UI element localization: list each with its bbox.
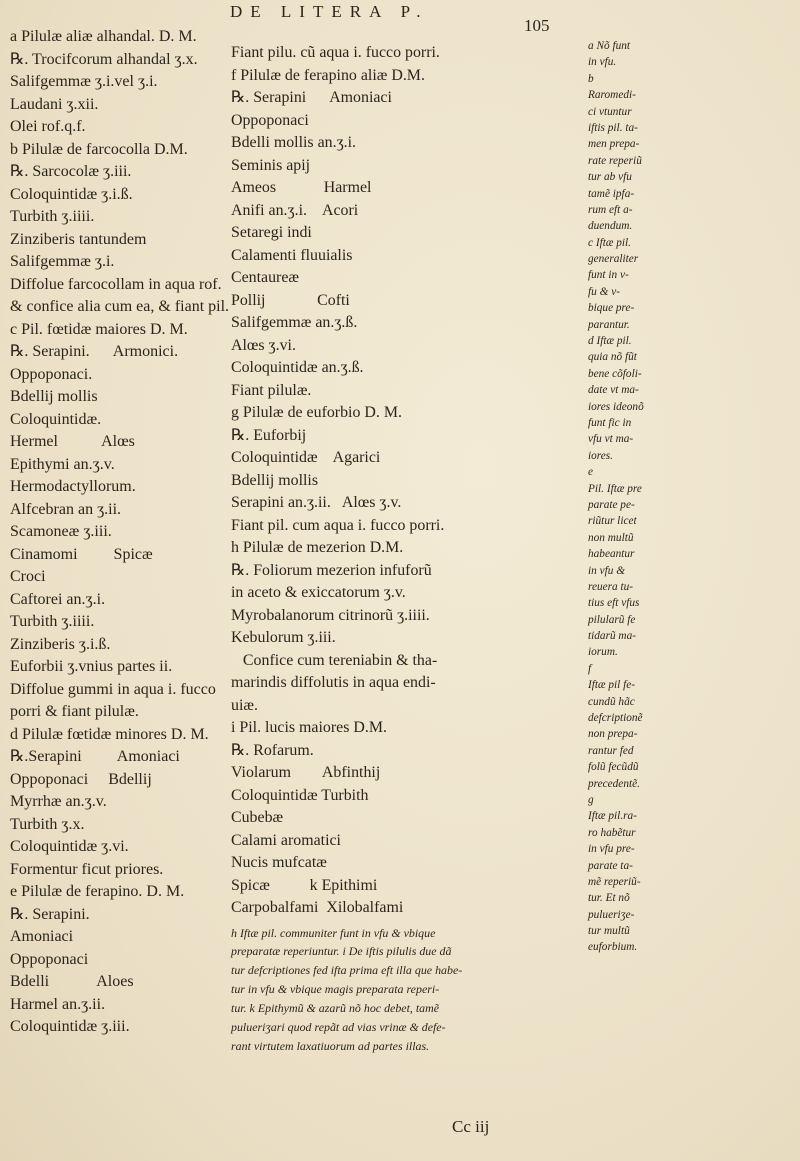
marginal-note-line: a Nõ funt: [588, 40, 631, 52]
text-line: Pollij Cofti: [231, 291, 350, 309]
footnote-line: tur. k Epithymũ & azarũ nõ hoc debet, tamẽ: [231, 1001, 440, 1016]
text-line: Oppoponaci: [10, 950, 89, 968]
marginal-note-line: funt in v-: [588, 269, 629, 282]
marginal-note-line: men prepa-: [588, 138, 640, 151]
text-line: Coloquintidæ Turbith: [231, 786, 369, 804]
text-line: i Pil. lucis maiores D.M.: [231, 719, 387, 736]
marginal-note-line: iftis pil. ta-: [588, 121, 638, 134]
marginal-note-line: tius eft vfus: [588, 597, 640, 610]
marginal-note-line: fu & v-: [588, 285, 620, 298]
middle-column: [231, 42, 585, 1056]
text-line: Calamenti fluuialis: [231, 246, 353, 264]
text-line: Ameos Harmel: [231, 179, 372, 196]
text-line: h Pilulæ de mezerion D.M.: [231, 539, 404, 556]
marginal-note-line: in vfu.: [588, 56, 617, 69]
marginal-note-line: euforbium.: [588, 941, 638, 954]
text-line: a Pilulæ aliæ alhandal. D. M.: [10, 28, 197, 45]
marginal-note-line: bique pre-: [588, 302, 635, 315]
marginal-note-line: in vfu pre-: [588, 843, 635, 856]
marginal-note-line: tur. Et nõ: [588, 892, 630, 905]
text-line: Bdellij mollis: [231, 471, 319, 489]
text-line: Formentur ficut priores.: [10, 860, 164, 878]
marginal-note-line: b: [588, 72, 594, 85]
marginal-note-line: date vt ma-: [588, 384, 639, 397]
text-line: ℞. Serapini. Armonici.: [10, 343, 179, 360]
text-line: c Pil. fœtidæ maiores D. M.: [10, 320, 188, 338]
marginal-note-line: parate pe-: [588, 498, 635, 511]
text-line: Zinziberis tantundem: [10, 230, 147, 248]
text-line: Bdelli mollis an.ʒ.i.: [231, 134, 357, 151]
text-line: Cubebæ: [231, 809, 284, 826]
text-line: Harmel an.ʒ.ii.: [10, 995, 106, 1013]
text-line: & confice alia cum ea, & fiant pil.: [10, 298, 230, 315]
text-line: ℞. Trocifcorum alhandal ʒ.x.: [10, 50, 198, 68]
text-line: Fiant pil. cum aqua i. fucco porri.: [231, 516, 445, 534]
text-line: Coloquintidæ an.ʒ.ß.: [231, 359, 364, 376]
marginal-note-line: rate reperiũ: [588, 154, 642, 167]
text-line: Amoniaci: [10, 928, 74, 945]
text-line: Myrobalanorum citrinorũ ʒ.iiii.: [231, 606, 430, 624]
text-line: Hermodactyllorum.: [10, 478, 136, 495]
text-line: Cinamomi Spicæ: [10, 545, 153, 563]
text-line: Salifgemmæ ʒ.i.: [10, 253, 115, 270]
text-line: Euforbii ʒ.vnius partes ii.: [10, 658, 173, 675]
marginal-note-line: folũ fecũdũ: [588, 761, 639, 774]
marginal-note-line: in vfu &: [588, 564, 626, 577]
text-line: Olei rof.q.f.: [10, 118, 86, 135]
text-line: ℞. Serapini.: [10, 905, 90, 923]
marginal-note-line: parantur.: [588, 318, 630, 331]
signature-mark: Cc iij: [452, 1117, 490, 1136]
text-line: d Pilulæ fœtidæ minores D. M.: [10, 725, 209, 743]
text-line: Confice cum tereniabin & tha-: [231, 651, 438, 669]
text-line: Salifgemmæ ʒ.i.vel ʒ.i.: [10, 73, 158, 90]
text-line: Bdellij mollis: [10, 388, 98, 405]
marginal-note-line: funt fic in: [588, 416, 632, 429]
text-line: Turbith ʒ.x.: [10, 815, 85, 833]
text-line: ℞.Serapini Amoniaci: [10, 748, 180, 765]
text-line: Caftorei an.ʒ.i.: [10, 590, 106, 608]
text-line: Diffolue farcocollam in aqua rof.: [10, 275, 222, 293]
footnote-line: tur in vfu & vbique magis preparata reperi-: [231, 982, 440, 997]
marginal-note-line: pulueriʒe-: [588, 908, 635, 921]
text-line: Coloquintidæ ʒ.vi.: [10, 838, 129, 855]
text-line: Diffolue gummi in aqua i. fucco: [10, 680, 216, 698]
text-line: Fiant pilulæ.: [231, 381, 312, 399]
text-line: ℞. Rofarum.: [231, 741, 314, 759]
marginal-notes-column: [588, 38, 698, 956]
text-line: Oppoponaci: [231, 111, 309, 129]
marginal-note-line: rum eft a-: [588, 203, 633, 216]
text-line: Zinziberis ʒ.i.ß.: [10, 635, 111, 653]
text-line: Croci: [10, 568, 46, 585]
text-line: Scamoneæ ʒ.iii.: [10, 523, 112, 540]
marginal-note-line: defcriptionẽ: [588, 712, 643, 725]
text-line: Laudani ʒ.xii.: [10, 95, 99, 113]
text-line: Violarum Abfinthij: [231, 764, 381, 781]
marginal-note-line: c Iftæ pil.: [588, 236, 631, 249]
text-line: Epithymi an.ʒ.v.: [10, 455, 115, 473]
text-line: Hermel Alœs: [10, 433, 135, 450]
marginal-note-line: quia nõ fũt: [588, 351, 637, 364]
marginal-note-line: rantur fed: [588, 744, 634, 757]
text-line: Coloquintidæ Agarici: [231, 449, 381, 466]
marginal-note-line: d Iftæ pil.: [588, 335, 632, 348]
running-head: DE LITERA P.: [230, 2, 429, 21]
text-line: Bdelli Aloes: [10, 973, 134, 990]
text-line: in aceto & exiccatorum ʒ.v.: [231, 584, 406, 601]
text-line: ℞. Sarcocolæ ʒ.iii.: [10, 163, 132, 180]
marginal-note-line: g: [588, 793, 594, 806]
marginal-note-line: riũtur licet: [588, 515, 637, 528]
marginal-note-line: Iftæ pil.ra-: [588, 810, 637, 823]
text-line: Oppoponaci Bdellij: [10, 770, 152, 788]
text-line: Alfcebran an ʒ.ii.: [10, 500, 122, 518]
marginal-note-line: tidarũ ma-: [588, 630, 636, 643]
marginal-note-line: cundũ hãc: [588, 695, 635, 708]
marginal-note-line: iores ideonõ: [588, 400, 644, 413]
marginal-note-line: mẽ reperiũ-: [588, 875, 641, 888]
text-line: Kebulorum ʒ.iii.: [231, 629, 336, 646]
footnote-line: tur defcriptiones fed ifta prima eft illa que habe-: [231, 963, 463, 978]
footnote-line: preparatæ reperiuntur. i De iftis pilulis due dã: [231, 944, 452, 959]
text-line: Seminis apij: [231, 156, 311, 174]
marginal-note-line: ro habẽtur: [588, 826, 636, 839]
text-line: ℞. Serapini Amoniaci: [231, 89, 392, 106]
text-line: Calami aromatici: [231, 831, 341, 849]
text-line: Myrrhæ an.ʒ.v.: [10, 793, 107, 810]
marginal-note-line: tur multũ: [588, 925, 630, 938]
text-line: Carpobalfami Xilobalfami: [231, 899, 404, 916]
marginal-note-line: reuera tu-: [588, 580, 634, 593]
marginal-note-line: Raromedi-: [588, 89, 636, 102]
middle-column-footnotes: [231, 924, 585, 1056]
marginal-note-line: ci vtuntur: [588, 105, 632, 118]
marginal-note-line: duendum.: [588, 220, 633, 233]
middle-column-lines: [231, 42, 585, 920]
text-line: Anifi an.ʒ.i. Acori: [231, 201, 359, 219]
marginal-note-line: iorum.: [588, 646, 618, 659]
marginal-note-line: tamẽ ipfa-: [588, 187, 635, 200]
text-line: Oppoponaci.: [10, 365, 93, 383]
folio-number: 105: [524, 16, 550, 35]
text-line: f Pilulæ de ferapino aliæ D.M.: [231, 66, 425, 84]
text-line: Alœs ʒ.vi.: [231, 336, 296, 354]
marginal-note-line: precedentẽ.: [588, 777, 640, 790]
text-line: g Pilulæ de euforbio D. M.: [231, 404, 402, 421]
text-line: Spicæ k Epithimi: [231, 876, 378, 894]
text-line: ℞. Euforbij: [231, 426, 307, 444]
text-line: Setaregi indi: [231, 224, 312, 241]
marginal-note-line: pilularũ fe: [588, 613, 636, 626]
text-line: Salifgemmæ an.ʒ.ß.: [231, 314, 358, 331]
marginal-note-line: generaliter: [588, 253, 639, 266]
text-line: Coloquintidæ ʒ.i.ß.: [10, 185, 133, 203]
marginal-note-line: Pil. Iftæ pre: [588, 482, 642, 495]
marginal-note-line: habeantur: [588, 548, 635, 561]
text-line: marindis diffolutis in aqua endi-: [231, 674, 436, 691]
footnote-line: pulueriʒari quod repãt ad vias vrinæ & defe-: [231, 1019, 446, 1034]
text-line: Fiant pilu. cũ aqua i. fucco porri.: [231, 44, 440, 61]
text-line: ℞. Foliorum mezerion infuforũ: [231, 561, 432, 579]
marginal-note-line: e: [588, 466, 594, 479]
text-line: Coloquintidæ.: [10, 410, 102, 428]
marginal-note-line: parate ta-: [588, 859, 633, 872]
text-line: e Pilulæ de ferapino. D. M.: [10, 883, 185, 900]
text-line: Nucis mufcatæ: [231, 854, 327, 871]
footnote-line: rant virtutem laxatiuorum ad partes illas.: [231, 1038, 430, 1053]
text-line: Serapini an.ʒ.ii. Alœs ʒ.v.: [231, 494, 402, 511]
text-line: Coloquintidæ ʒ.iii.: [10, 1018, 130, 1035]
marginal-note-line: Iftæ pil fe-: [588, 679, 636, 692]
marginal-note-line: iores.: [588, 449, 613, 462]
footnote-line: h Iftæ pil. communiter funt in vfu & vbique: [231, 925, 436, 940]
marginal-note-line: tur ab vfu: [588, 171, 632, 184]
marginal-note-line: f: [588, 662, 592, 675]
text-line: uiæ.: [231, 696, 258, 714]
marginal-note-line: vfu vt ma-: [588, 433, 634, 446]
marginal-note-line: non prepa-: [588, 728, 638, 741]
text-line: Turbith ʒ.iiii.: [10, 613, 95, 630]
text-line: Turbith ʒ.iiii.: [10, 208, 95, 225]
text-line: Centaureæ: [231, 269, 300, 286]
text-line: porri & fiant pilulæ.: [10, 703, 139, 720]
text-line: b Pilulæ de farcocolla D.M.: [10, 140, 188, 158]
marginal-note-line: non multũ: [588, 531, 634, 544]
marginal-note-line: bene cõfoli-: [588, 367, 642, 380]
